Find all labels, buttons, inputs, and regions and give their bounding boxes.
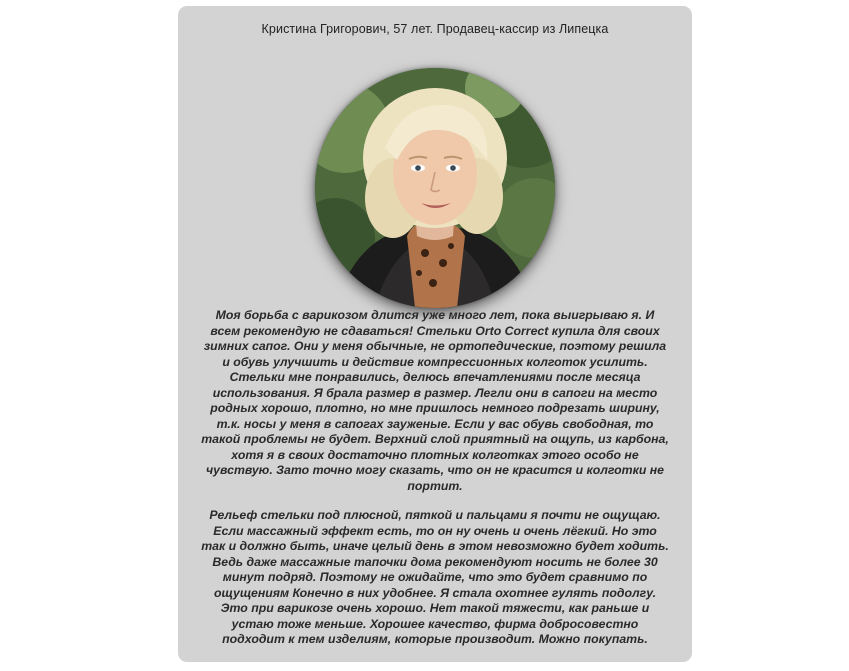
review-paragraph: Моя борьба с варикозом длится уже много лет, пока выигрываю я. И всем рекомендую не сдаваться! Стельки Orto Correct купила для своих зимних сапог. Они у меня обычные, не ортопедические, поэтому решила и обувь улучшить и действие компрессионных колготок усилить. Стельки мне понравились, делюсь впечатлениями после месяца использования. Я брала размер в размер. Легли они в сапоги на место родных хорошо, плотно, но мне пришлось немного подрезать ширину, т.к. носы у меня в сапогах зауженые. Если у вас обувь свободная, то такой проблемы не будет. Верхний слой приятный на ощупь, из карбона, хотя я в своих достаточно плотных колготках этого особо не чувствую. Зато точно могу сказать, что он не красится и колготки не портит.	[201, 308, 669, 493]
author-photo	[315, 68, 555, 308]
author-caption: Кристина Григорович, 57 лет. Продавец-кассир из Липецка	[261, 22, 609, 36]
author-avatar	[315, 68, 555, 308]
testimonial-card	[178, 6, 692, 662]
review-paragraph: Рельеф стельки под плюсной, пяткой и пальцами я почти не ощущаю. Если массажный эффект есть, то он ну очень и очень лёгкий. Но это так и должно быть, иначе целый день в этом невозможно будет ходить. Ведь даже массажные тапочки дома рекомендуют носить не более 30 минут подряд. Поэтому не ожидайте, что это будет сравнимо по ощущениям Конечно в них удобнее. Я стала охотнее гулять подолгу. Это при варикозе очень хорошо. Нет такой тяжести, как раньше и устаю тоже меньше. Хорошее качество, фирма добросовестно подходит к тем изделиям, которые производит. Можно покупать.	[201, 508, 669, 646]
